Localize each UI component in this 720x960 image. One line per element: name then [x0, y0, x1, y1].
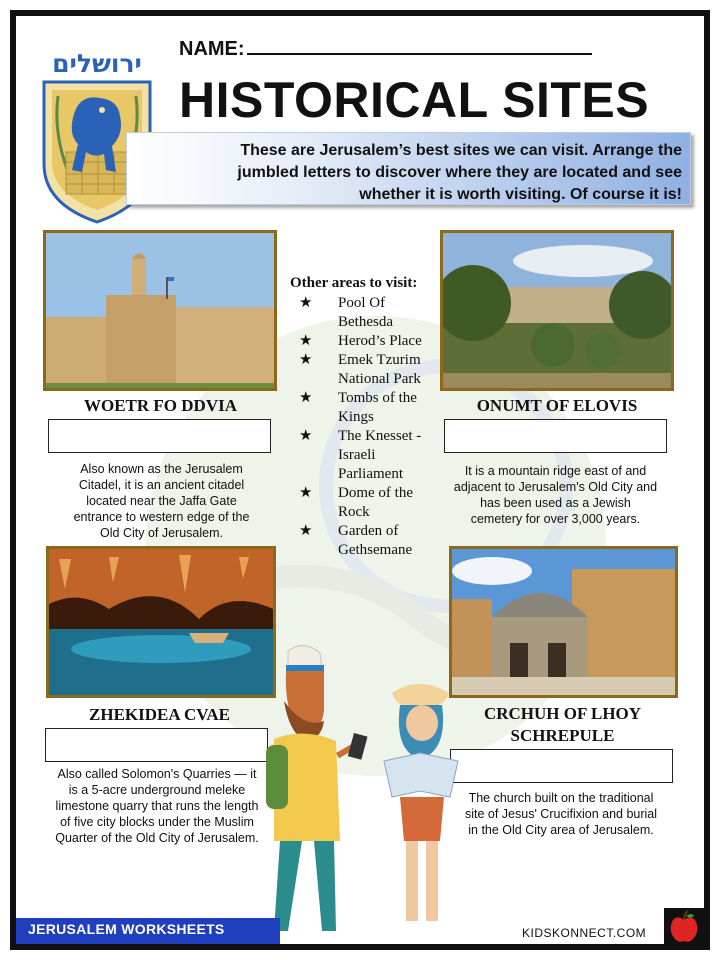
other-areas-list: [290, 274, 440, 560]
name-field[interactable]: [179, 38, 592, 61]
star-icon: ★: [299, 390, 313, 406]
intro-banner: [126, 132, 691, 205]
star-icon: ★: [299, 333, 313, 349]
other-area-item: [290, 351, 440, 389]
star-icon: ★: [299, 485, 313, 501]
site-4-scrambled-name: CRCHUH OF LHOY SCHREPULE: [483, 704, 642, 745]
other-areas-title: Other areas to visit:: [290, 275, 418, 291]
other-area-label: Garden of Gethsemane: [338, 523, 413, 558]
star-icon: ★: [299, 523, 313, 539]
footer-series-title: JERUSALEM WORKSHEETS: [28, 921, 225, 937]
crest-hebrew-text: ירושלים: [52, 49, 142, 78]
star-icon: ★: [299, 352, 313, 368]
site-photo-2: [440, 230, 674, 391]
other-area-label: Tombs of the Kings: [338, 390, 417, 425]
site-3-description: Also called Solomon's Quarries — it is a 5-acre underground meleke limestone quarry that runs the length of five city blocks under the Muslim Quarter of the Old City of Jerusalem.: [55, 767, 259, 845]
other-area-label: Emek Tzurim National Park: [338, 352, 421, 387]
other-area-label: Herod’s Place: [338, 333, 422, 349]
site-2-description: It is a mountain ridge east of and adjacent to Jerusalem's Old City and has been used as a Jewish cemetery for over 3,000 years.: [453, 464, 658, 526]
site-1-description: Also known as the Jerusalem Citadel, it is an ancient citadel located near the Jaffa Gate entrance to western edge of the Old City of Jerusalem.: [73, 462, 250, 540]
site-photo-3: [46, 546, 276, 698]
site-3-answer-box[interactable]: [45, 728, 268, 762]
travellers-illustration: [244, 641, 494, 936]
name-label: NAME:: [179, 38, 245, 60]
site-1-scrambled-name: WOETR FO DDVIA: [83, 396, 237, 415]
other-area-label: Dome of the Rock: [338, 485, 413, 520]
page-title: HISTORICAL SITES: [179, 72, 650, 128]
other-area-item: [290, 522, 440, 560]
apple-logo-icon: [664, 908, 704, 944]
intro-text: These are Jerusalem’s best sites we can visit. Arrange the jumbled letters to discover where they are located and see whether it is worth visiting. Of course it is!: [237, 142, 682, 203]
other-area-item: [290, 484, 440, 522]
footer-website: KIDSKONNECT.COM: [522, 926, 647, 940]
site-photo-1: [43, 230, 277, 391]
site-1-answer-box[interactable]: [48, 419, 271, 453]
site-4-description: The church built on the traditional site of Jesus' Crucifixion and burial in the Old City area of Jerusalem.: [464, 791, 658, 837]
site-3-scrambled-name: ZHEKIDEA CVAE: [89, 705, 230, 724]
other-area-item: [290, 427, 440, 484]
other-area-label: The Knesset - Israeli Parliament: [338, 428, 422, 482]
other-area-item: [290, 389, 440, 427]
site-2-scrambled-name: ONUMT OF ELOVIS: [476, 396, 638, 415]
site-2-answer-box[interactable]: [444, 419, 667, 453]
name-blank-line[interactable]: [247, 39, 592, 55]
other-area-item: [290, 294, 440, 332]
other-area-label: Pool Of Bethesda: [338, 295, 393, 330]
star-icon: ★: [299, 295, 313, 311]
star-icon: ★: [299, 428, 313, 444]
other-area-item: [290, 332, 440, 351]
other-areas-items: [290, 294, 440, 560]
worksheet-page: [10, 10, 710, 950]
